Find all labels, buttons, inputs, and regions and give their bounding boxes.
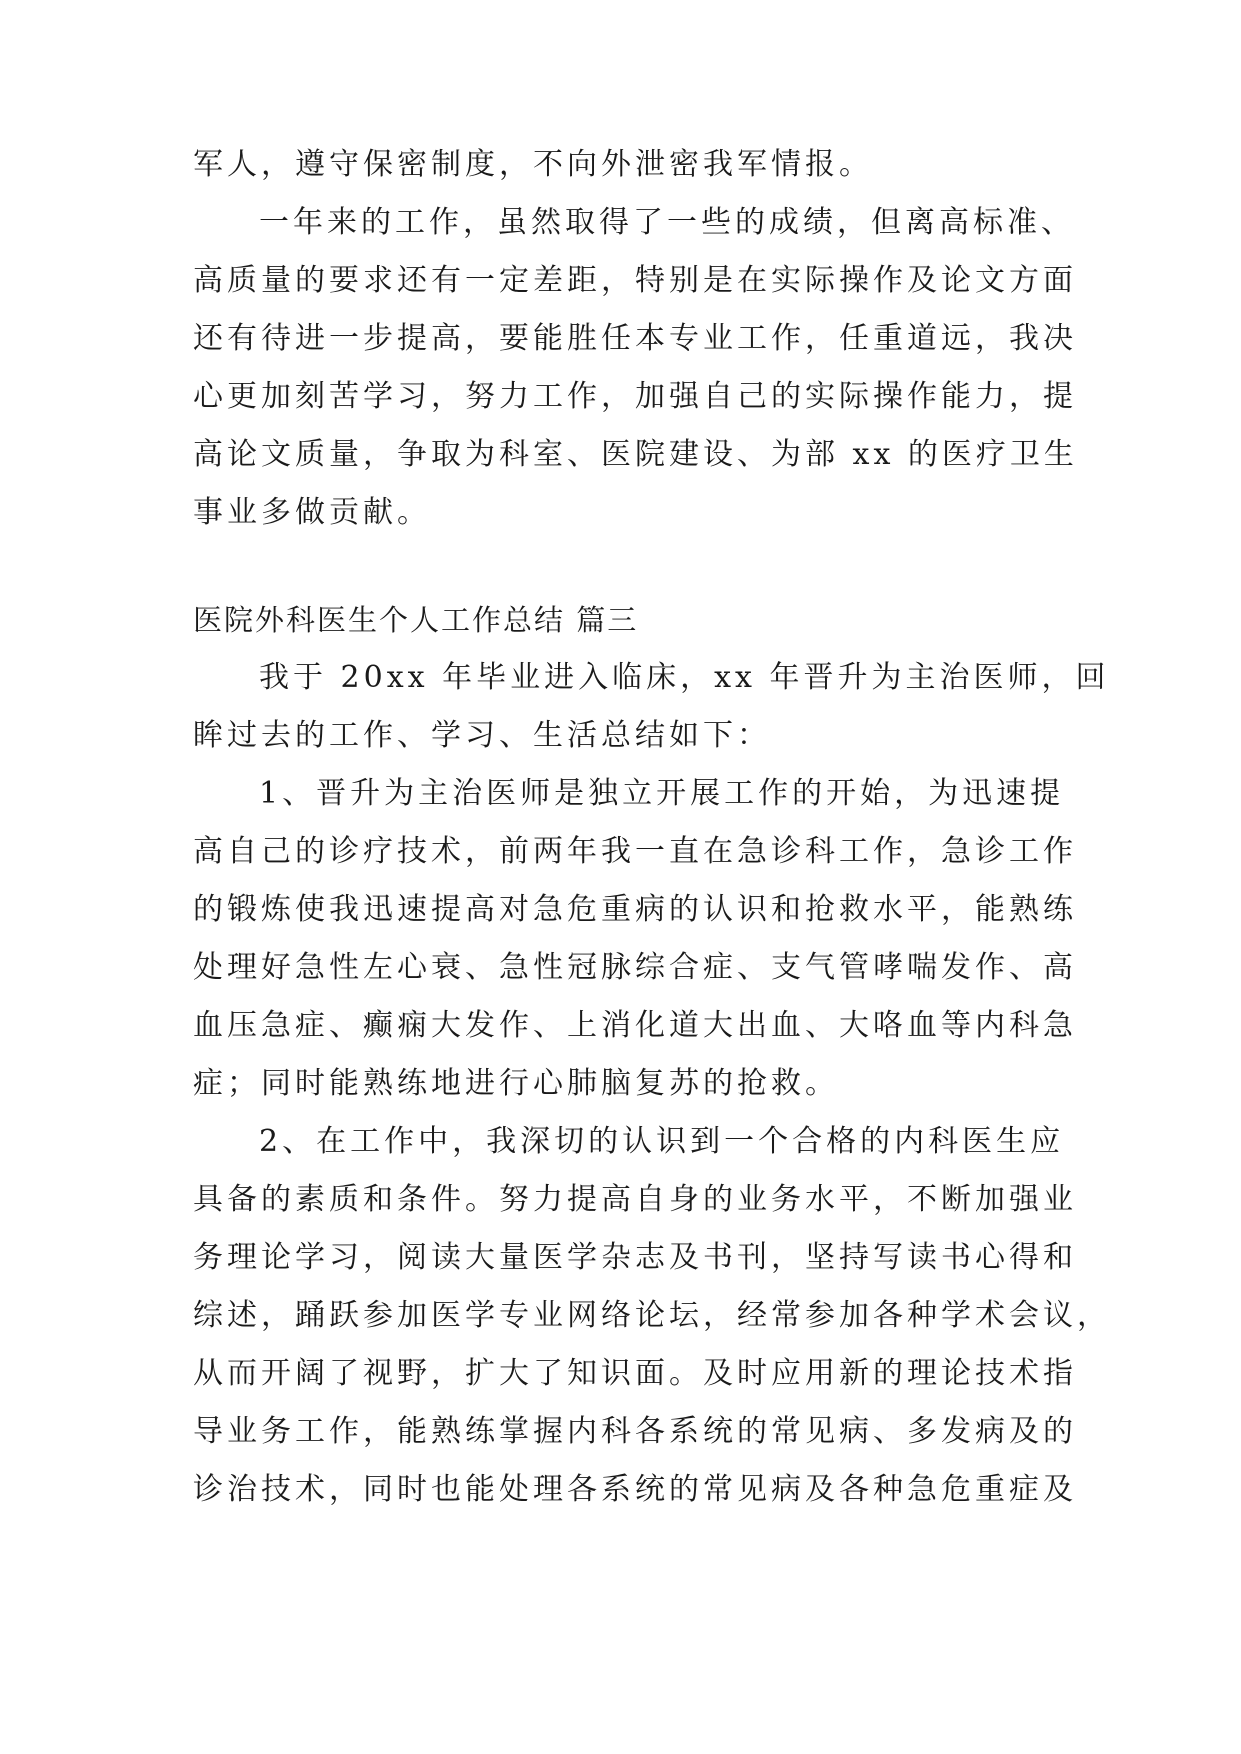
text-line: 务理论学习，阅读大量医学杂志及书刊，坚持写读书心得和: [193, 1240, 1077, 1275]
text-line: 高质量的要求还有一定差距，特别是在实际操作及论文方面: [193, 263, 1077, 298]
text-line: 2、在工作中，我深切的认识到一个合格的内科医生应: [259, 1124, 1065, 1159]
text-line: 事业多做贡献。: [193, 495, 431, 530]
text-line: 一年来的工作，虽然取得了一些的成绩，但离高标准、: [259, 205, 1075, 240]
text-line: 导业务工作，能熟练掌握内科各系统的常见病、多发病及的: [193, 1414, 1077, 1449]
section-heading: 医院外科医生个人工作总结 篇三: [193, 603, 639, 637]
text-line: 军人，遵守保密制度，不向外泄密我军情报。: [193, 147, 873, 182]
text-line: 从而开阔了视野，扩大了知识面。及时应用新的理论技术指: [193, 1356, 1077, 1391]
text-line: 1、晋升为主治医师是独立开展工作的开始，为迅速提: [259, 776, 1065, 811]
text-line: 处理好急性左心衰、急性冠脉综合症、支气管哮喘发作、高: [193, 950, 1077, 985]
text-line: 眸过去的工作、学习、生活总结如下：: [193, 718, 771, 753]
text-line: 我于 20xx 年毕业进入临床，xx 年晋升为主治医师，回: [259, 660, 1110, 695]
text-line: 的锻炼使我迅速提高对急危重病的认识和抢救水平，能熟练: [193, 892, 1077, 927]
text-line: 诊治技术，同时也能处理各系统的常见病及各种急危重症及: [193, 1472, 1077, 1507]
text-line: 心更加刻苦学习，努力工作，加强自己的实际操作能力，提: [193, 379, 1077, 414]
text-line: 症；同时能熟练地进行心肺脑复苏的抢救。: [193, 1066, 839, 1101]
text-line: 具备的素质和条件。努力提高自身的业务水平，不断加强业: [193, 1182, 1077, 1217]
text-line: 综述，踊跃参加医学专业网络论坛，经常参加各种学术会议，: [193, 1298, 1111, 1333]
text-line: 还有待进一步提高，要能胜任本专业工作，任重道远，我决: [193, 321, 1077, 356]
text-line: 高自己的诊疗技术，前两年我一直在急诊科工作，急诊工作: [193, 834, 1077, 869]
text-line: 高论文质量，争取为科室、医院建设、为部 xx 的医疗卫生: [193, 437, 1078, 472]
text-line: 血压急症、癫痫大发作、上消化道大出血、大咯血等内科急: [193, 1008, 1077, 1043]
